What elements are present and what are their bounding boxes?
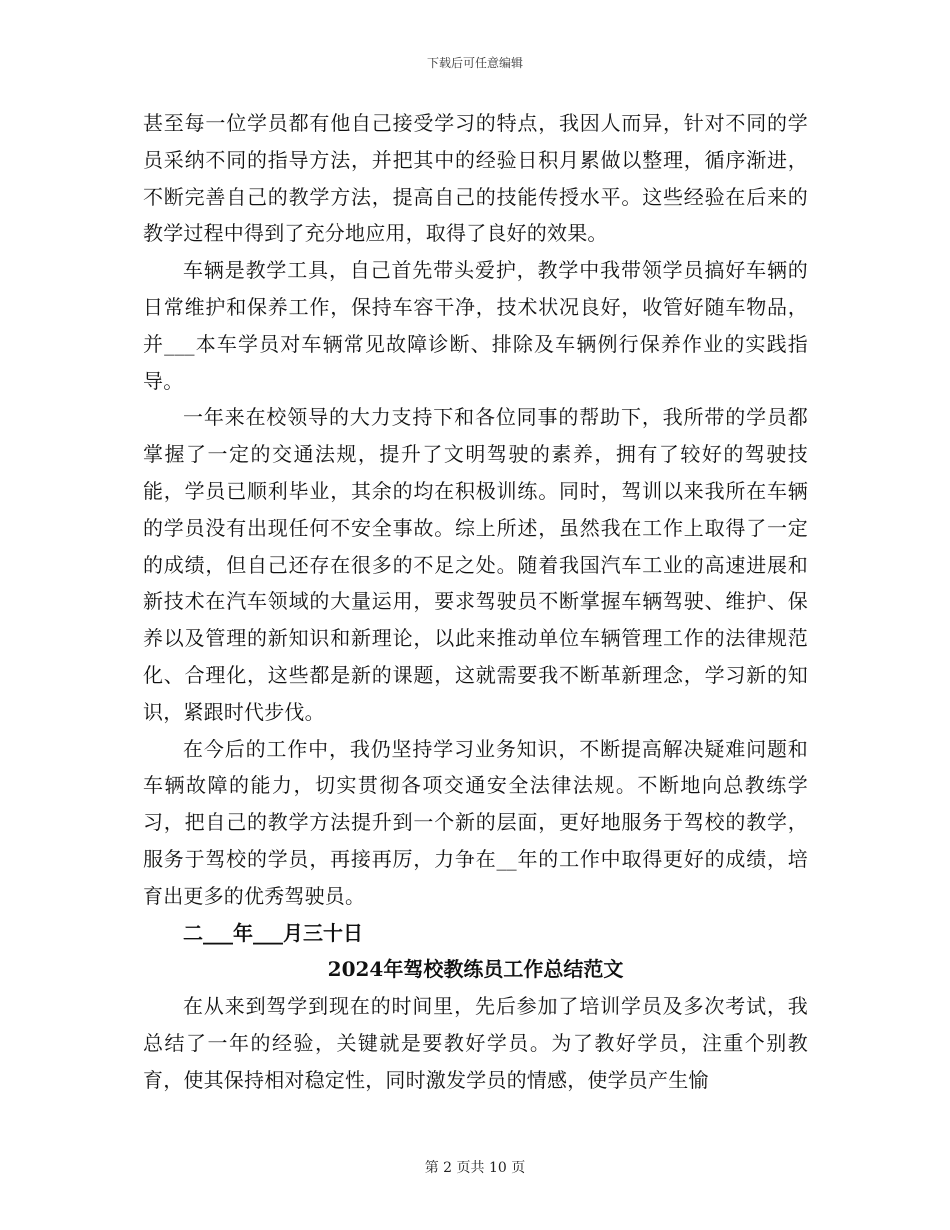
section-title: 2024年驾校教练员工作总结范文 xyxy=(327,957,624,982)
paragraph-section-intro: 在从来到驾学到现在的时间里，先后参加了培训学员及多次考试，我总结了一年的经验，关键就是要教好学员。为了教好学员，注重个别教育，使其保持相对稳定性，同时激发学员的情感，使学员产生愉 xyxy=(143,994,808,1092)
paragraph-future-plans: 在今后的工作中，我仍坚持学习业务知识，不断提高解决疑难问题和车辆故障的能力，切实贯彻各项交通安全法律法规。不断地向总教练学习，把自己的教学方法提升到一个新的层面，更好地服务于驾校的教学，服务于驾校的学员，再接再厉，力争在__年的工作中取得更好的成绩，培育出更多的优秀驾驶员。 xyxy=(143,736,808,908)
page-header: 下载后可任意编辑 xyxy=(426,56,523,70)
paragraph-vehicle-care: 车辆是教学工具，自己首先带头爱护，教学中我带领学员搞好车辆的日常维护和保养工作，保持车容干净，技术状况良好，收管好随车物品，并___本车学员对车辆常见故障诊断、排除及车辆例行保养作业的实践指导。 xyxy=(143,258,808,393)
paragraph-continuation: 甚至每一位学员都有他自己接受学习的特点，我因人而异，针对不同的学员采纳不同的指导方法，并把其中的经验日积月累做以整理，循序渐进，不断完善自己的教学方法，提高自己的技能传授水平。这些经验在后来的教学过程中得到了充分地应用，取得了良好的效果。 xyxy=(143,111,808,246)
document-body xyxy=(143,105,808,1099)
date-line: 二___年___月三十日 xyxy=(183,920,363,945)
page-footer: 第 2 页共 10 页 xyxy=(424,1160,526,1176)
paragraph-year-review: 一年来在校领导的大力支持下和各位同事的帮助下，我所带的学员都掌握了一定的交通法规，提升了文明驾驶的素养，拥有了较好的驾驶技能，学员已顺利毕业，其余的均在积极训练。同时，驾训以来我所在车辆的学员没有出现任何不安全事故。综上所述，虽然我在工作上取得了一定的成绩，但自己还存在很多的不足之处。随着我国汽车工业的高速进展和新技术在汽车领域的大量运用，要求驾驶员不断掌握车辆驾驶、维护、保养以及管理的新知识和新理论，以此来推动单位车辆管理工作的法律规范化、合理化，这些都是新的课题，这就需要我不断革新理念，学习新的知识，紧跟时代步伐。 xyxy=(143,405,808,724)
